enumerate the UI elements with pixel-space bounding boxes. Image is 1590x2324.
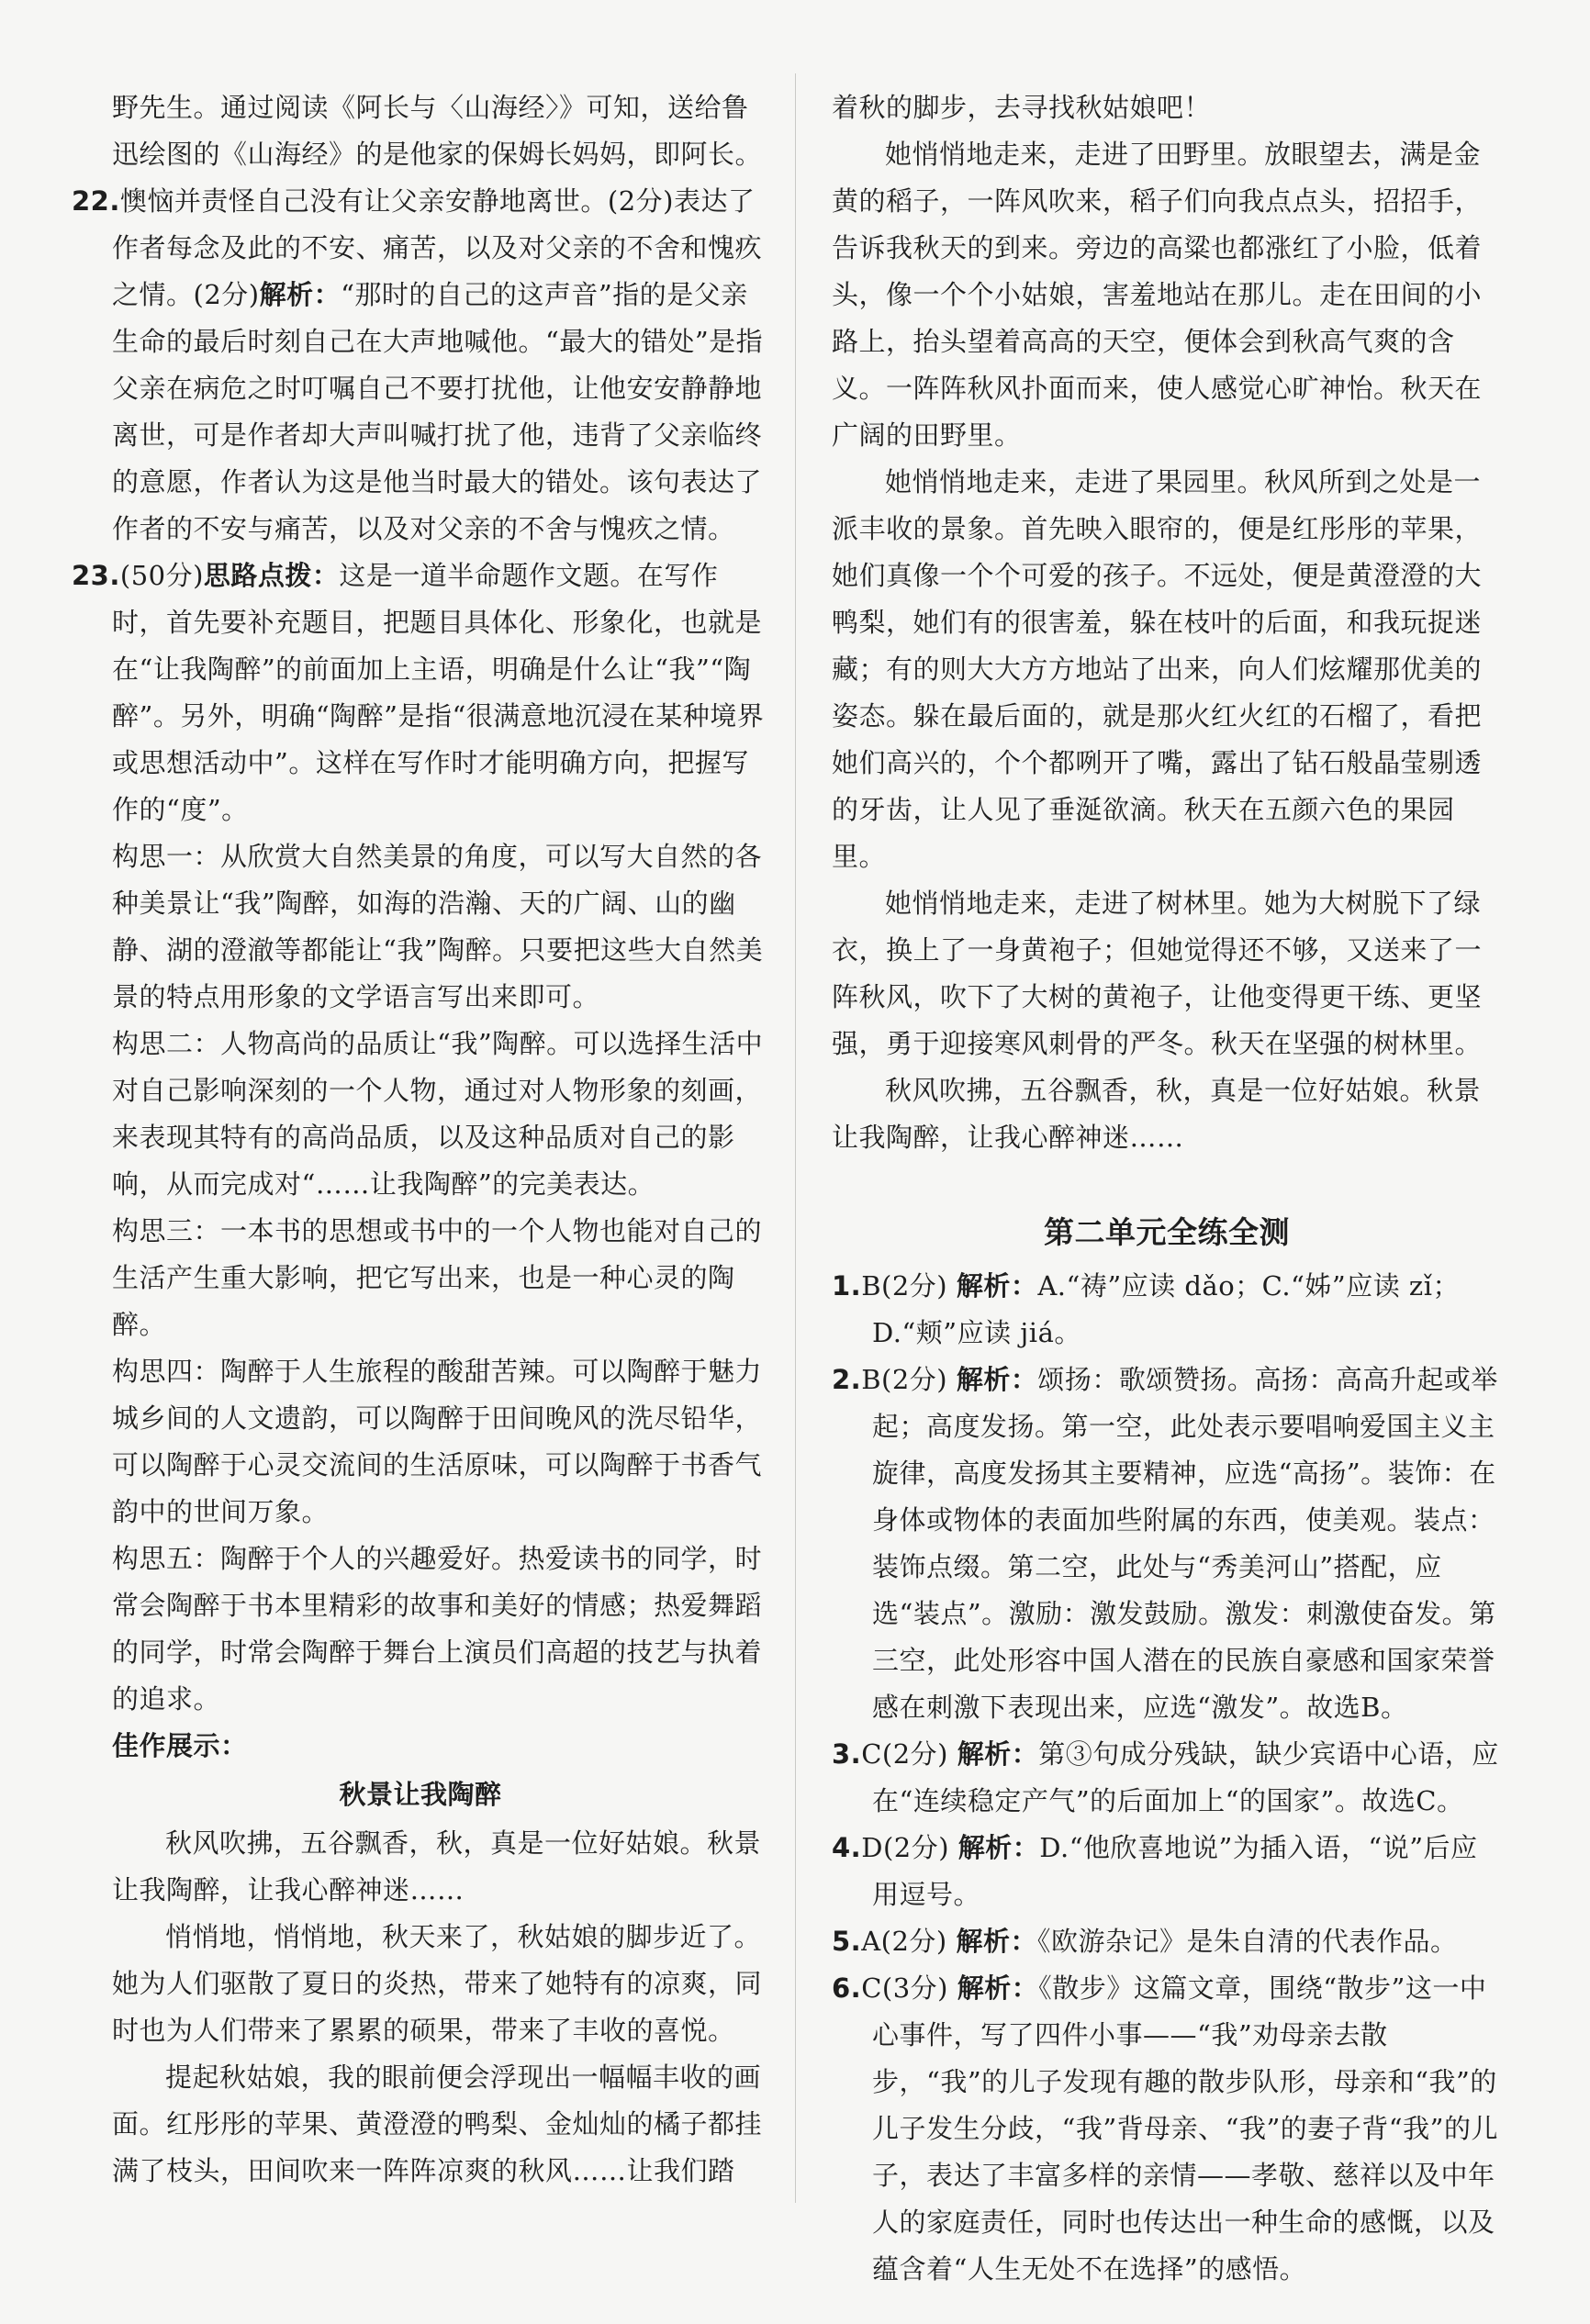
answer-choice: B(2分): [861, 1270, 948, 1302]
explanation-label: 解析：: [956, 1364, 1038, 1395]
answer-item: [832, 1918, 1502, 1965]
explanation-label: 解析：: [956, 1270, 1038, 1302]
hint-text: 这是一道半命题作文题。在写作时，首先要补充题目，把题目具体化、形象化，也就是在“让我陶醉”的前面加上主语，明确是什么让“我”“陶醉”。另外，明确“陶醉”是指“很满意地沉浸在某种境界或思想活动中”。这样在写作时才能明确方向，把握写作的“度”。: [112, 560, 765, 825]
essay-paragraph: 她悄悄地走来，走进了田野里。放眼望去，满是金黄的稻子，一阵风吹来，稻子们向我点点头，招招手，告诉我秋天的到来。旁边的高粱也都涨红了小脸，低着头，像一个个小姑娘，害羞地站在那儿。走在田间的小路上，抬头望着高高的天空，便体会到秋高气爽的含义。一阵阵秋风扑面而来，使人感觉心旷神怡。秋天在广阔的田野里。: [832, 139, 1483, 451]
question-number: 6.: [832, 1972, 862, 2004]
answer-item: [832, 1263, 1502, 1357]
column-divider: [795, 73, 796, 2203]
essay-paragraph: 她悄悄地走来，走进了树林里。她为大树脱下了绿衣，换上了一身黄袍子；但她觉得还不够，又送来了一阵秋风，吹下了大树的黄袍子，让他变得更干练、更坚强，勇于迎接寒风刺骨的严冬。秋天在坚强的树林里。: [832, 888, 1483, 1059]
explanation-label: 解析：: [259, 279, 342, 310]
answer-item: [832, 1731, 1502, 1825]
essay-paragraph: 秋风吹拂，五谷飘香，秋，真是一位好姑娘。秋景让我陶醉，让我心醉神迷……: [832, 1075, 1482, 1153]
question-number: 2.: [832, 1364, 862, 1395]
question-23: [72, 553, 769, 833]
explanation-text: 第③句成分残缺，缺少宾语中心语，应在“连续稳定产气”的后面加上“的国家”。故选C。: [872, 1738, 1499, 1816]
answer-choice: A(2分): [861, 1926, 947, 1957]
explanation-text: A.“祷”应读 dǎo；C.“姊”应读 zǐ；D.“颊”应读 jiá。: [872, 1270, 1460, 1348]
explanation-text: 《散步》这篇文章，围绕“散步”这一中心事件，写了四件小事——“我”劝母亲去散步，“我”的儿子发现有趣的散步队形，母亲和“我”的儿子发生分歧，“我”背母亲、“我”的妻子背“我”的儿子，表达了丰富多样的亲情——孝敬、慈祥以及中年人的家庭责任，同时也传达出一种生命的感慨，以及蕴含着“人生无处不在选择”的感悟。: [872, 1972, 1498, 2285]
essay-paragraph: 悄悄地，悄悄地，秋天来了，秋姑娘的脚步近了。她为人们驱散了夏日的炎热，带来了她特有的凉爽，同时也为人们带来了累累的硕果，带来了丰收的喜悦。: [112, 1921, 763, 2046]
explanation-text: D.“他欣喜地说”为插入语，“说”后应用逗号。: [872, 1832, 1478, 1910]
answer-text: 懊恼并责怪自己没有让父亲安静地离世。(2分)表达了作者每念及此的不安、痛苦，以及对父亲的不舍和愧疚之情。(2分): [112, 185, 763, 310]
explanation-text: 颂扬：歌颂赞扬。高扬：高高升起或举起；高度发扬。第一空，此处表示要唱响爱国主义主旋律，高度发扬其主要精神，应选“高扬”。装饰：在身体或物体的表面加些附属的东西，使美观。装点：装饰点缀。第二空，此处与“秀美河山”搭配，应选“装点”。激励：激发鼓励。激发：刺激使奋发。第三空，此处形容中国人潜在的民族自豪感和国家荣誉感在刺激下表现出来，应选“激发”。故选B。: [872, 1364, 1498, 1723]
idea-5: 构思五：陶醉于个人的兴趣爱好。热爱读书的同学，时常会陶醉于书本里精彩的故事和美好的情感；热爱舞蹈的同学，时常会陶醉于舞台上演员们高超的技艺与执着的追求。: [112, 1543, 763, 1715]
essay-paragraph: 秋风吹拂，五谷飘香，秋，真是一位好姑娘。秋景让我陶醉，让我心醉神迷……: [112, 1827, 762, 1905]
essay-title: 秋景让我陶醉: [339, 1779, 502, 1810]
question-number: 23.: [72, 560, 120, 591]
question-number: 3.: [832, 1738, 862, 1770]
answer-item: [832, 1357, 1502, 1731]
section-title: 第二单元全练全测: [1044, 1214, 1290, 1250]
right-column: [832, 84, 1502, 2293]
explanation-text: “那时的自己的这声音”指的是父亲生命的最后时刻自己在大声地喊他。“最大的错处”是指父亲在病危之时叮嘱自己不要打扰他，让他安安静静地离世，可是作者却大声叫喊打扰了他，违背了父亲临终的意愿，作者认为这是他当时最大的错处。该句表达了作者的不安与痛苦，以及对父亲的不舍与愧疚之情。: [112, 279, 764, 544]
essay-paragraph: 她悄悄地走来，走进了果园里。秋风所到之处是一派丰收的景象。首先映入眼帘的，便是红彤彤的苹果，她们真像一个个可爱的孩子。不远处，便是黄澄澄的大鸭梨，她们有的很害羞，躲在枝叶的后面，和我玩捉迷藏；有的则大大方方地站了出来，向人们炫耀那优美的姿态。躲在最后面的，就是那火红火红的石榴了，看把她们高兴的，个个都咧开了嘴，露出了钻石般晶莹剔透的牙齿，让人见了垂涎欲滴。秋天在五颜六色的果园里。: [832, 466, 1483, 872]
answer-choice: B(2分): [861, 1364, 948, 1395]
idea-2: 构思二：人物高尚的品质让“我”陶醉。可以选择生活中对自己影响深刻的一个人物，通过对人物形象的刻画，来表现其特有的高尚品质，以及这种品质对自己的影响，从而完成对“……让我陶醉”的完美表达。: [112, 1028, 764, 1200]
idea-1: 构思一：从欣赏大自然美景的角度，可以写大自然的各种美景让“我”陶醉，如海的浩瀚、天的广阔、山的幽静、湖的澄澈等都能让“我”陶醉。只要把这些大自然美景的特点用形象的文学语言写出来即可。: [112, 841, 764, 1012]
question-number: 4.: [832, 1832, 862, 1863]
score-text: (50分): [119, 560, 204, 591]
idea-4: 构思四：陶醉于人生旅程的酸甜苦辣。可以陶醉于魅力城乡间的人文遗韵，可以陶醉于田间晚风的洗尽铅华，可以陶醉于心灵交流间的生活原味，可以陶醉于书香气韵中的世间万象。: [112, 1356, 763, 1527]
explanation-label: 解析：: [957, 1738, 1039, 1770]
left-column: [72, 84, 769, 2195]
intro-text: 野先生。通过阅读《阿长与〈山海经〉》可知，送给鲁迅绘图的《山海经》的是他家的保姆长妈妈，即阿长。: [112, 92, 763, 170]
explanation-text: 《欧游杂记》是朱自清的代表作品。: [1036, 1926, 1458, 1957]
question-number: 22.: [72, 185, 120, 217]
showcase-label: 佳作展示：: [112, 1730, 248, 1761]
explanation-label: 解析：: [956, 1926, 1037, 1957]
answer-choice: D(2分): [861, 1832, 950, 1863]
question-number: 5.: [832, 1926, 862, 1957]
answer-item: [832, 1965, 1502, 2293]
answer-choice: C(3分): [861, 1972, 948, 2004]
question-number: 1.: [832, 1270, 862, 1302]
answer-item: [832, 1825, 1502, 1918]
question-22: [72, 178, 769, 553]
explanation-label: 解析：: [957, 1832, 1040, 1863]
explanation-label: 解析：: [957, 1972, 1039, 2004]
answer-choice: C(2分): [861, 1738, 948, 1770]
idea-3: 构思三：一本书的思想或书中的一个人物也能对自己的生活产生重大影响，把它写出来，也是一种心灵的陶醉。: [112, 1215, 763, 1340]
essay-continuation: 着秋的脚步，去寻找秋姑娘吧！: [832, 92, 1212, 123]
hint-label: 思路点拨：: [203, 560, 340, 591]
essay-paragraph: 提起秋姑娘，我的眼前便会浮现出一幅幅丰收的画面。红彤彤的苹果、黄澄澄的鸭梨、金灿灿的橘子都挂满了枝头，田间吹来一阵阵凉爽的秋风……让我们踏: [112, 2061, 763, 2186]
